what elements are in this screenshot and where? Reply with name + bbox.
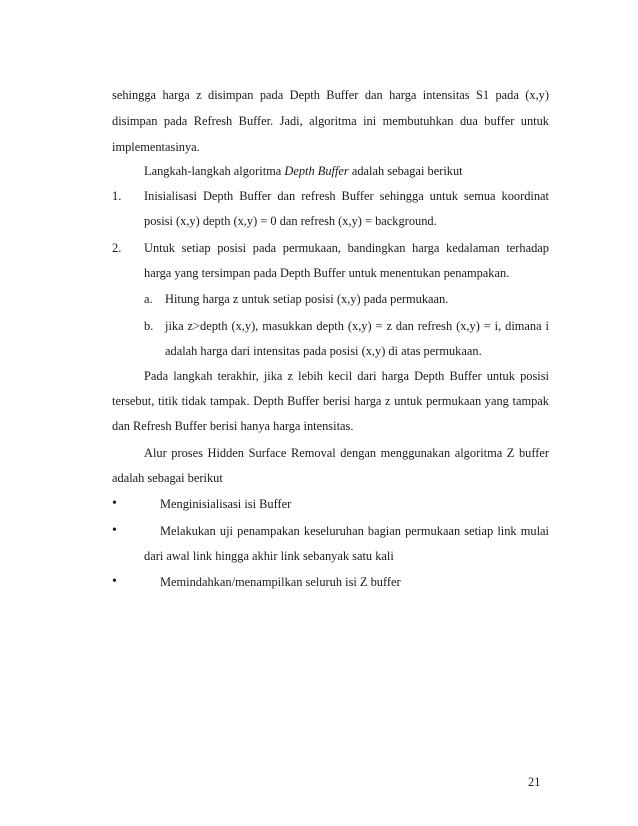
- substep-letter: b.: [144, 319, 154, 333]
- step-1-line-2: posisi (x,y) depth (x,y) = 0 dan refresh (x,y) = background.: [144, 214, 437, 228]
- step-number: 1.: [112, 189, 122, 203]
- substep-a-line-1: Hitung harga z untuk setiap posisi (x,y) pada permukaan.: [165, 292, 449, 306]
- step-number: 2.: [112, 241, 122, 255]
- step-2-line-1: Untuk setiap posisi pada permukaan, bandingkan harga kedalaman terhadap: [144, 241, 549, 255]
- para3-line-1: Alur proses Hidden Surface Removal dengan menggunakan algoritma Z buffer: [144, 446, 549, 460]
- substep-b-line-2: adalah harga dari intensitas pada posisi (x,y) di atas permukaan.: [165, 344, 482, 358]
- substep-b-line-1: jika z>depth (x,y), masukkan depth (x,y) = z dan refresh (x,y) = i, dimana i: [165, 319, 549, 333]
- page-number: 21: [528, 775, 541, 789]
- intro-line-3: implementasinya.: [112, 140, 200, 154]
- para2-line-1: Pada langkah terakhir, jika z lebih kecil dari harga Depth Buffer untuk posisi: [144, 369, 549, 383]
- para2-line-3: dan Refresh Buffer berisi hanya harga intensitas.: [112, 419, 354, 433]
- step-1-line-1: Inisialisasi Depth Buffer dan refresh Buffer sehingga untuk semua koordinat: [144, 189, 549, 203]
- bullet-2-line-1: Melakukan uji penampakan keseluruhan bagian permukaan setiap link mulai: [160, 524, 549, 538]
- intro-line-2: disimpan pada Refresh Buffer. Jadi, algoritma ini membutuhkan dua buffer untuk: [112, 114, 549, 128]
- steps-intro-prefix: Langkah-langkah algoritma: [144, 164, 285, 178]
- bullet-2-line-2: dari awal link hingga akhir link sebanyak satu kali: [144, 549, 394, 563]
- bullet-dot: •: [112, 574, 117, 589]
- bullet-1-text: Menginisialisasi isi Buffer: [160, 497, 292, 511]
- para3-line-2: adalah sebagai berikut: [112, 471, 223, 485]
- bullet-3-text: Memindahkan/menampilkan seluruh isi Z buffer: [160, 575, 401, 589]
- para2-line-2: tersebut, titik tidak tampak. Depth Buffer berisi harga z untuk permukaan yang tampak: [112, 394, 549, 408]
- intro-line-1: sehingga harga z disimpan pada Depth Buffer dan harga intensitas S1 pada (x,y): [112, 88, 549, 102]
- bullet-dot: •: [112, 496, 117, 511]
- steps-intro: [144, 162, 549, 180]
- bullet-dot: •: [112, 523, 117, 538]
- step-2-line-2: harga yang tersimpan pada Depth Buffer untuk menentukan penampakan.: [144, 266, 510, 280]
- substep-letter: a.: [144, 292, 153, 306]
- steps-intro-suffix: adalah sebagai berikut: [348, 164, 463, 178]
- steps-intro-italic: Depth Buffer: [284, 164, 349, 178]
